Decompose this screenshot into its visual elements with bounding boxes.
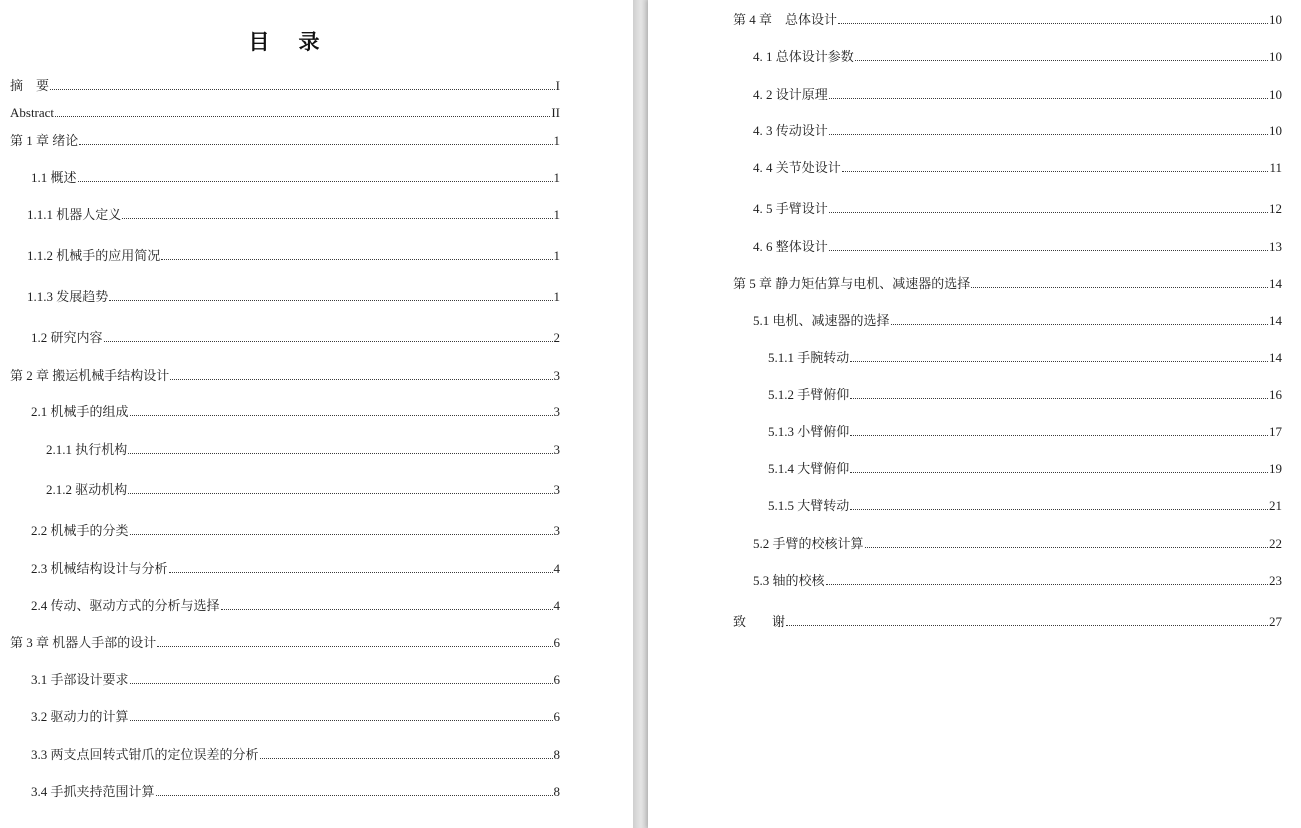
dot-leader (891, 324, 1268, 325)
toc-entry-title: 1.1.1 机器人定义 (27, 207, 122, 222)
toc-entry-title: 2.2 机械手的分类 (31, 523, 129, 538)
toc-entry-page: 10 (1269, 12, 1282, 27)
toc-entry-acknowledgements (733, 614, 1282, 630)
toc-entry-section-5-1-4 (768, 461, 1282, 477)
dot-leader (842, 171, 1269, 172)
toc-entry-section-5-1 (753, 313, 1282, 329)
toc-entry-section-1-2 (31, 330, 560, 346)
dot-leader (850, 361, 1268, 362)
toc-entry-title: 2.4 传动、驱动方式的分析与选择 (31, 598, 220, 613)
toc-entry-title: 3.4 手抓夹持范围计算 (31, 784, 155, 799)
toc-entry-abstract-en (10, 105, 560, 121)
toc-entry-title: 2.1.1 执行机构 (46, 442, 128, 457)
dot-leader (128, 493, 552, 494)
toc-entry-page: II (551, 105, 560, 120)
dot-leader (50, 89, 555, 90)
toc-entry-title: 致 谢 (733, 614, 786, 629)
toc-entry-chapter-3 (10, 635, 560, 651)
toc-entry-title: 3.3 两支点回转式钳爪的定位误差的分析 (31, 747, 259, 762)
toc-entry-page: 21 (1269, 498, 1282, 513)
dot-leader (838, 23, 1268, 24)
toc-entry-page: 14 (1269, 350, 1282, 365)
toc-entry-section-3-1 (31, 672, 560, 688)
dot-leader (79, 144, 552, 145)
dot-leader (130, 683, 553, 684)
toc-entry-section-5-1-3 (768, 424, 1282, 440)
toc-entry-title: 第 3 章 机器人手部的设计 (10, 635, 157, 650)
toc-entry-section-2-4 (31, 598, 560, 614)
dot-leader (221, 609, 553, 610)
toc-entry-page: 3 (553, 523, 560, 538)
dot-leader (128, 453, 552, 454)
toc-entry-section-5-2 (753, 536, 1282, 552)
toc-entry-section-4-6 (753, 239, 1282, 255)
toc-entry-title: 4. 3 传动设计 (753, 123, 828, 138)
dot-leader (850, 509, 1268, 510)
toc-entry-page: 27 (1269, 614, 1282, 629)
toc-entry-title: 第 4 章 总体设计 (733, 12, 838, 27)
toc-entry-title: 第 1 章 绪论 (10, 133, 79, 148)
dot-leader (826, 584, 1268, 585)
dot-leader (829, 212, 1268, 213)
dot-leader (829, 134, 1268, 135)
toc-entry-section-2-1 (31, 404, 560, 420)
dot-leader (161, 259, 552, 260)
dot-leader (156, 795, 553, 796)
toc-entry-section-5-3 (753, 573, 1282, 589)
toc-entry-page: 1 (553, 170, 560, 185)
toc-entry-section-2-3 (31, 561, 560, 577)
toc-entry-title: 摘 要 (10, 78, 50, 93)
dot-leader (786, 625, 1268, 626)
dot-leader (865, 547, 1268, 548)
dot-leader (170, 379, 552, 380)
toc-entry-title: 4. 6 整体设计 (753, 239, 828, 254)
toc-entry-page: 10 (1269, 49, 1282, 64)
toc-entry-section-1-1-1 (27, 207, 560, 223)
dot-leader (971, 287, 1268, 288)
toc-entry-title: 4. 2 设计原理 (753, 87, 828, 102)
toc-entry-section-2-1-1 (46, 442, 560, 458)
toc-entry-page: 10 (1269, 87, 1282, 102)
dot-leader (850, 398, 1268, 399)
toc-entry-page: I (555, 78, 560, 93)
toc-entry-section-2-1-2 (46, 482, 560, 498)
toc-entry-section-1-1 (31, 170, 560, 186)
toc-entry-abstract-cn (10, 78, 560, 94)
toc-entry-section-3-2 (31, 709, 560, 725)
toc-entry-title: 5.1.3 小臂俯仰 (768, 424, 850, 439)
dot-leader (104, 341, 553, 342)
dot-leader (109, 300, 552, 301)
toc-entry-title: 2.3 机械结构设计与分析 (31, 561, 168, 576)
toc-title: 目 录 (248, 30, 324, 54)
toc-entry-title: 1.1 概述 (31, 170, 77, 185)
toc-entry-title: 5.2 手臂的校核计算 (753, 536, 864, 551)
toc-entry-page: 6 (553, 635, 560, 650)
toc-entry-page: 3 (553, 482, 560, 497)
dot-leader (130, 415, 553, 416)
toc-entry-section-4-4 (753, 160, 1282, 176)
toc-entry-section-1-1-2 (27, 248, 560, 264)
toc-entry-title: Abstract (10, 105, 55, 120)
toc-entry-title: 2.1 机械手的组成 (31, 404, 129, 419)
toc-entry-page: 6 (553, 709, 560, 724)
toc-entry-title: 1.2 研究内容 (31, 330, 103, 345)
dot-leader (78, 181, 553, 182)
toc-entry-page: 8 (553, 784, 560, 799)
toc-entry-page: 1 (553, 289, 560, 304)
toc-entry-title: 5.1.5 大臂转动 (768, 498, 850, 513)
toc-entry-page: 2 (553, 330, 560, 345)
dot-leader (130, 534, 553, 535)
toc-entry-section-3-3 (31, 747, 560, 763)
toc-entry-page: 16 (1269, 387, 1282, 402)
toc-entry-title: 5.1.4 大臂俯仰 (768, 461, 850, 476)
toc-entry-title: 5.1 电机、减速器的选择 (753, 313, 890, 328)
toc-entry-page: 8 (553, 747, 560, 762)
toc-entry-page: 3 (553, 404, 560, 419)
toc-entry-page: 3 (553, 442, 560, 457)
toc-entry-title: 第 2 章 搬运机械手结构设计 (10, 368, 170, 383)
toc-entry-page: 4 (553, 561, 560, 576)
toc-entry-page: 10 (1269, 123, 1282, 138)
toc-entry-title: 5.3 轴的校核 (753, 573, 825, 588)
dot-leader (829, 250, 1268, 251)
toc-entry-section-2-2 (31, 523, 560, 539)
toc-entry-title: 第 5 章 静力矩估算与电机、减速器的选择 (733, 276, 971, 291)
toc-entry-page: 12 (1269, 201, 1282, 216)
toc-entry-page: 1 (553, 207, 560, 222)
toc-entry-page: 11 (1269, 160, 1282, 175)
toc-entry-title: 3.1 手部设计要求 (31, 672, 129, 687)
toc-entry-section-5-1-2 (768, 387, 1282, 403)
toc-entry-page: 1 (553, 133, 560, 148)
toc-entry-title: 4. 4 关节处设计 (753, 160, 841, 175)
toc-entry-page: 22 (1269, 536, 1282, 551)
toc-entry-page: 3 (553, 368, 560, 383)
dot-leader (122, 218, 552, 219)
toc-entry-section-3-4 (31, 784, 560, 800)
toc-entry-chapter-5 (733, 276, 1282, 292)
toc-entry-title: 4. 1 总体设计参数 (753, 49, 854, 64)
toc-entry-section-4-1 (753, 49, 1282, 65)
toc-entry-page: 19 (1269, 461, 1282, 476)
toc-entry-page: 6 (553, 672, 560, 687)
toc-entry-page: 13 (1269, 239, 1282, 254)
toc-entry-title: 1.1.2 机械手的应用简况 (27, 248, 161, 263)
toc-entry-section-5-1-1 (768, 350, 1282, 366)
toc-entry-chapter-1 (10, 133, 560, 149)
toc-entry-page: 17 (1269, 424, 1282, 439)
toc-entry-page: 14 (1269, 276, 1282, 291)
toc-entry-title: 1.1.3 发展趋势 (27, 289, 109, 304)
toc-entry-page: 14 (1269, 313, 1282, 328)
toc-entry-title: 5.1.1 手腕转动 (768, 350, 850, 365)
dot-leader (850, 472, 1268, 473)
toc-entry-title: 4. 5 手臂设计 (753, 201, 828, 216)
toc-entry-title: 2.1.2 驱动机构 (46, 482, 128, 497)
dot-leader (55, 116, 550, 117)
toc-entry-page: 1 (553, 248, 560, 263)
dot-leader (169, 572, 553, 573)
toc-entry-section-4-5 (753, 201, 1282, 217)
page-gutter (633, 0, 648, 828)
toc-entry-section-4-2 (753, 87, 1282, 103)
dot-leader (157, 646, 552, 647)
toc-entry-title: 3.2 驱动力的计算 (31, 709, 129, 724)
toc-entry-title: 5.1.2 手臂俯仰 (768, 387, 850, 402)
toc-entry-section-1-1-3 (27, 289, 560, 305)
dot-leader (130, 720, 553, 721)
toc-entry-section-4-3 (753, 123, 1282, 139)
toc-entry-section-5-1-5 (768, 498, 1282, 514)
toc-entry-chapter-4 (733, 12, 1282, 28)
toc-entry-chapter-2 (10, 368, 560, 384)
toc-entry-page: 4 (553, 598, 560, 613)
toc-entry-page: 23 (1269, 573, 1282, 588)
dot-leader (829, 98, 1268, 99)
dot-leader (260, 758, 553, 759)
dot-leader (855, 60, 1268, 61)
dot-leader (850, 435, 1268, 436)
